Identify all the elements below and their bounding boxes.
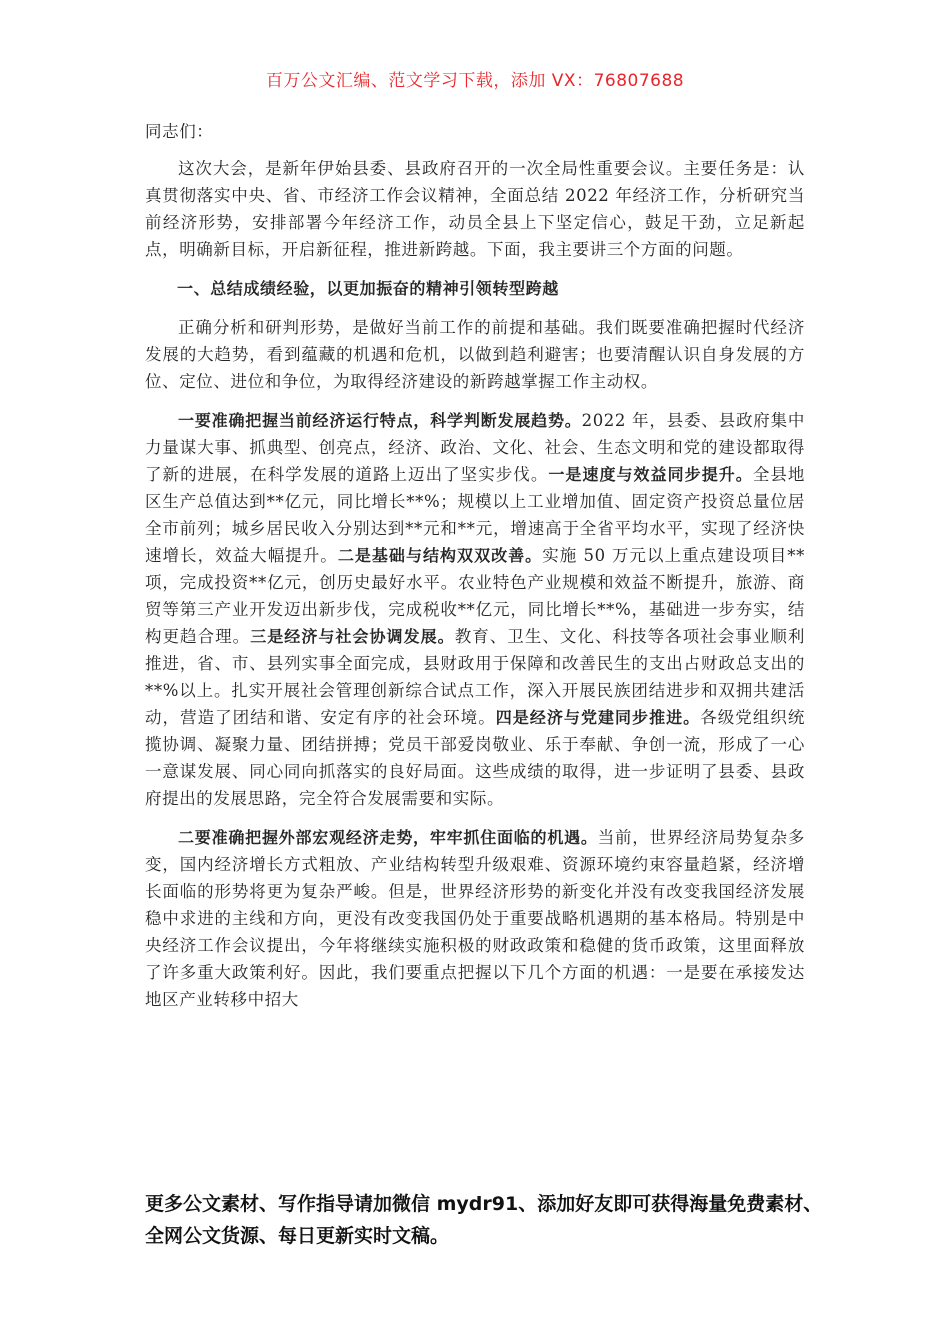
point-one-text-1: 2022 年，县委、县政府集中力量谋大事、抓典型、创亮点，经济、政治、文化、社会、生态文明和党的建设都取得了新的进展，在科学发展的道路上迈出了坚实步伐。 — [145, 411, 805, 484]
document-body — [145, 118, 805, 1025]
point-two-text: 当前，世界经济局势复杂多变，国内经济增长方式粗放、产业结构转型升级艰难、资源环境约束容量趋紧，经济增长面临的形势将更为复杂严峻。但是，世界经济形势的新变化并没有改变我国经济发展稳中求进的主线和方向，更没有改变我国仍处于重要战略机遇期的基本格局。特别是中央经济工作会议提出，今年将继续实施积极的财政政策和稳健的货币政策，这里面释放了许多重大政策利好。因此，我们要重点把握以下几个方面的机遇：一是要在承接发达地区产业转移中招大 — [145, 828, 805, 1009]
point-one-bold-4: 四是经济与党建同步推进。 — [495, 708, 701, 727]
paragraph-situation: 正确分析和研判形势，是做好当前工作的前提和基础。我们既要准确把握时代经济发展的大趋势，看到蕴藏的机遇和危机，以做到趋利避害；也要清醒认识自身发展的方位、定位、进位和争位，为取得经济建设的新跨越掌握工作主动权。 — [145, 318, 805, 391]
paragraph-point-one — [145, 407, 805, 812]
intro-paragraph: 这次大会，是新年伊始县委、县政府召开的一次全局性重要会议。主要任务是：认真贯彻落实中央、省、市经济工作会议精神，全面总结 2022 年经济工作，分析研究当前经济形势，安排部署今年经济工作，动员全县上下坚定信心，鼓足干劲，立足新起点，明确新目标，开启新征程，推进新跨越。下面，我主要讲三个方面的问题。 — [145, 159, 805, 259]
promo-footer: 更多公文素材、写作指导请加微信 mydr91、添加好友即可获得海量免费素材、全网公文货源、每日更新实时文稿。 — [145, 1193, 823, 1247]
salutation: 同志们： — [145, 122, 214, 141]
point-one-text-2: 全县地区生产总值达到**亿元，同比增长**%；规模以上工业增加值、固定资产投资总量位居全市前列；城乡居民收入分别达到**元和**元，增速高于全省平均水平，实现了经济快速增长，效益大幅提升。 — [145, 465, 805, 565]
paragraph-point-two — [145, 824, 805, 1013]
point-one-bold-2: 二是基础与结构双双改善。 — [337, 546, 543, 565]
point-one-bold-3: 三是经济与社会协调发展。 — [250, 627, 455, 646]
point-one-text-4: 教育、卫生、文化、科技等各项社会事业顺利推进，省、市、县列实事全面完成，县财政用于保障和改善民生的支出占财政总支出的**%以上。扎实开展社会管理创新综合试点工作，深入开展民族团结进步和双拥共建活动，营造了团结和谐、安定有序的社会环境。 — [145, 627, 805, 727]
section-heading: 一、总结成绩经验，以更加振奋的精神引领转型跨越 — [177, 279, 559, 298]
point-one-lead: 一要准确把握当前经济运行特点，科学判断发展趋势。 — [178, 411, 582, 430]
point-one-text-3: 实施 50 万元以上重点建设项目**项，完成投资**亿元，创历史最好水平。农业特色产业规模和效益不断提升，旅游、商贸等第三产业开发迈出新步伐，完成税收**亿元，同比增长**%，基础进一步夯实，结构更趋合理。 — [145, 546, 805, 646]
watermark-header: 百万公文汇编、范文学习下载，添加 VX：76807688 — [265, 71, 685, 91]
point-one-text-5: 各级党组织统揽协调、凝聚力量、团结拼搏；党员干部爱岗敬业、乐于奉献、争创一流，形成了一心一意谋发展、同心同向抓落实的良好局面。这些成绩的取得，进一步证明了县委、县政府提出的发展思路，完全符合发展需要和实际。 — [145, 708, 805, 808]
point-one-bold-1: 一是速度与效益同步提升。 — [548, 465, 753, 484]
point-two-lead: 二要准确把握外部宏观经济走势，牢牢抓住面临的机遇。 — [178, 828, 598, 847]
